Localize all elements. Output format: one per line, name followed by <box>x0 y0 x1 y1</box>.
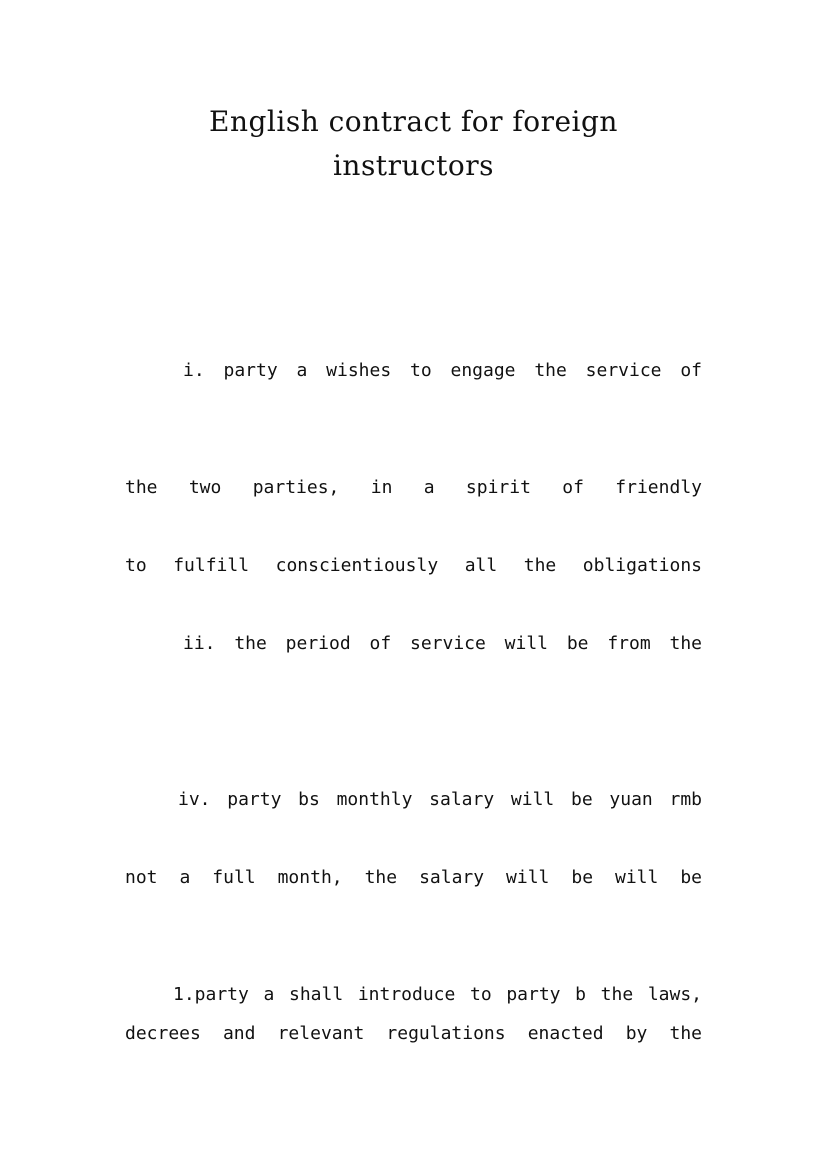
clause-i-text: i. party a wishes to engage the service of <box>183 360 702 381</box>
body-line-prorated <box>125 897 702 936</box>
body-line-clause-i <box>125 351 702 390</box>
body-line-full-month <box>125 858 702 897</box>
body-line-engage-blanks <box>125 429 702 468</box>
body-line-clause-ii <box>125 624 702 663</box>
decrees-text: decrees and relevant regulations enacted by the <box>125 1023 702 1044</box>
fulfill-text: to fulfill conscientiously all the obligations <box>125 555 702 576</box>
body-line-party <box>125 390 702 429</box>
body-line-obligation-1 <box>125 975 702 1014</box>
body-line-period-dates <box>125 663 702 702</box>
body-line-clause-iv <box>125 780 702 819</box>
clause-iv-text: iv. party bs monthly salary will be yuan rmb <box>178 789 702 810</box>
clause-ii-text: ii. the period of service will be from the <box>183 633 702 654</box>
body-line-decrees <box>125 1014 702 1053</box>
document-body <box>125 234 702 1053</box>
document-title: English contract for foreign instructors <box>209 105 618 182</box>
two-parties-text: the two parties, in a spirit of friendly <box>125 477 702 498</box>
body-line-party-a <box>125 273 702 312</box>
body-line-heading <box>125 234 702 273</box>
body-line-pay-day <box>125 819 702 858</box>
body-line-clause-v <box>125 936 702 975</box>
body-line-party-b <box>125 312 702 351</box>
full-month-text: not a full month, the salary will be will be <box>125 867 702 888</box>
body-line-cooperation <box>125 507 702 546</box>
body-line-stipulated <box>125 585 702 624</box>
obligation-1-text: 1.party a shall introduce to party b the laws, <box>173 984 702 1005</box>
body-line-clause-iii <box>125 741 702 780</box>
body-line-end-month <box>125 702 702 741</box>
body-line-fulfill <box>125 546 702 585</box>
body-line-two-parties <box>125 468 702 507</box>
